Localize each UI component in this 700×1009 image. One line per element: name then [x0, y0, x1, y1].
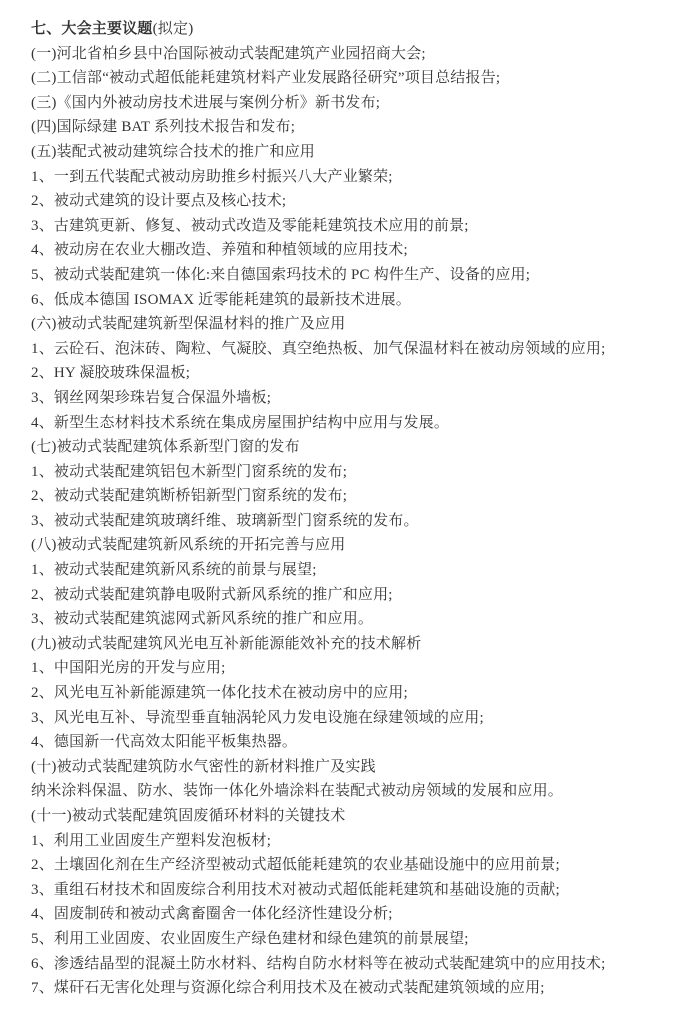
- agenda-item: 3、钢丝网架珍珠岩复合保温外墙板;: [31, 389, 272, 406]
- document-title-main: 七、大会主要议题: [31, 21, 153, 37]
- agenda-item: 1、中国阳光房的开发与应用;: [31, 660, 226, 677]
- agenda-item: 2、风光电互补新能源建筑一体化技术在被动房中的应用;: [31, 685, 408, 702]
- section-heading-4: (四)国际绿建 BAT 系列技术报告和发布;: [31, 119, 296, 136]
- agenda-item: 6、渗透结晶型的混凝土防水材料、结构自防水材料等在被动式装配建筑中的应用技术;: [31, 955, 606, 972]
- section-heading-9: (九)被动式装配建筑风光电互补新能源能效补充的技术解析: [31, 635, 422, 652]
- agenda-item: 6、低成本德国 ISOMAX 近零能耗建筑的最新技术进展。: [31, 291, 411, 308]
- section-heading-5: (五)装配式被动建筑综合技术的推广和应用: [31, 143, 315, 160]
- agenda-item: 4、新型生态材料技术系统在集成房屋围护结构中应用与发展。: [31, 414, 450, 431]
- agenda-item: 3、被动式装配建筑玻璃纤维、玻璃新型门窗系统的发布。: [31, 512, 419, 529]
- agenda-item: 2、土壤固化剂在生产经济型被动式超低能耗建筑的农业基础设施中的应用前景;: [31, 857, 560, 874]
- agenda-item: 2、HY 凝胶玻珠保温板;: [31, 365, 191, 382]
- agenda-item: 1、利用工业固废生产塑料发泡板材;: [31, 832, 272, 849]
- section-heading-10: (十)被动式装配建筑防水气密性的新材料推广及实践: [31, 758, 376, 775]
- agenda-item: 1、一到五代装配式被动房助推乡村振兴八大产业繁荣;: [31, 168, 393, 185]
- document-title-note: (拟定): [152, 21, 194, 37]
- agenda-item: 2、被动式建筑的设计要点及核心技术;: [31, 193, 287, 210]
- agenda-item: 2、被动式装配建筑断桥铝新型门窗系统的发布;: [31, 488, 348, 505]
- document-title: [31, 17, 680, 42]
- agenda-item: 5、被动式装配建筑一体化:来自德国索玛技术的 PC 构件生产、设备的应用;: [31, 266, 531, 283]
- section-heading-7: (七)被动式装配建筑体系新型门窗的发布: [31, 439, 300, 456]
- agenda-paragraph: 纳米涂料保温、防水、装饰一体化外墙涂料在装配式被动房领域的发展和应用。: [31, 783, 564, 800]
- section-heading-6: (六)被动式装配建筑新型保温材料的推广及应用: [31, 316, 346, 333]
- section-heading-8: (八)被动式装配建筑新风系统的开拓完善与应用: [31, 537, 346, 554]
- agenda-item: 4、被动房在农业大棚改造、养殖和种植领域的应用技术;: [31, 242, 408, 259]
- agenda-item: 3、古建筑更新、修复、被动式改造及零能耗建筑技术应用的前景;: [31, 217, 469, 234]
- agenda-item: 4、固废制砖和被动式禽畜圈舍一体化经济性建设分析;: [31, 906, 393, 923]
- agenda-item: 2、被动式装配建筑静电吸附式新风系统的推广和应用;: [31, 586, 393, 603]
- agenda-item: 3、被动式装配建筑滤网式新风系统的推广和应用。: [31, 611, 374, 628]
- agenda-item: 5、利用工业固废、农业固废生产绿色建材和绿色建筑的前景展望;: [31, 930, 469, 947]
- agenda-item: 1、云砼石、泡沫砖、陶粒、气凝胶、真空绝热板、加气保温材料在被动房领域的应用;: [31, 340, 606, 357]
- agenda-item: 3、重组石材技术和固废综合利用技术对被动式超低能耗建筑和基础设施的贡献;: [31, 881, 560, 898]
- agenda-item: 4、德国新一代高效太阳能平板集热器。: [31, 734, 298, 751]
- agenda-item: 1、被动式装配建筑铝包木新型门窗系统的发布;: [31, 463, 348, 480]
- section-heading-2: (二)工信部“被动式超低能耗建筑材料产业发展路径研究”项目总结报告;: [31, 70, 501, 87]
- section-heading-1: (一)河北省柏乡县中冶国际被动式装配建筑产业园招商大会;: [31, 45, 426, 62]
- agenda-item: 1、被动式装配建筑新风系统的前景与展望;: [31, 562, 317, 579]
- agenda-item: 3、风光电互补、导流型垂直轴涡轮风力发电设施在绿建领域的应用;: [31, 709, 484, 726]
- section-heading-3: (三)《国内外被动房技术进展与案例分析》新书发布;: [31, 94, 381, 111]
- section-heading-11: (十一)被动式装配建筑固废循环材料的关键技术: [31, 808, 346, 824]
- agenda-item: 7、煤矸石无害化处理与资源化综合利用技术及在被动式装配建筑领域的应用;: [31, 980, 545, 997]
